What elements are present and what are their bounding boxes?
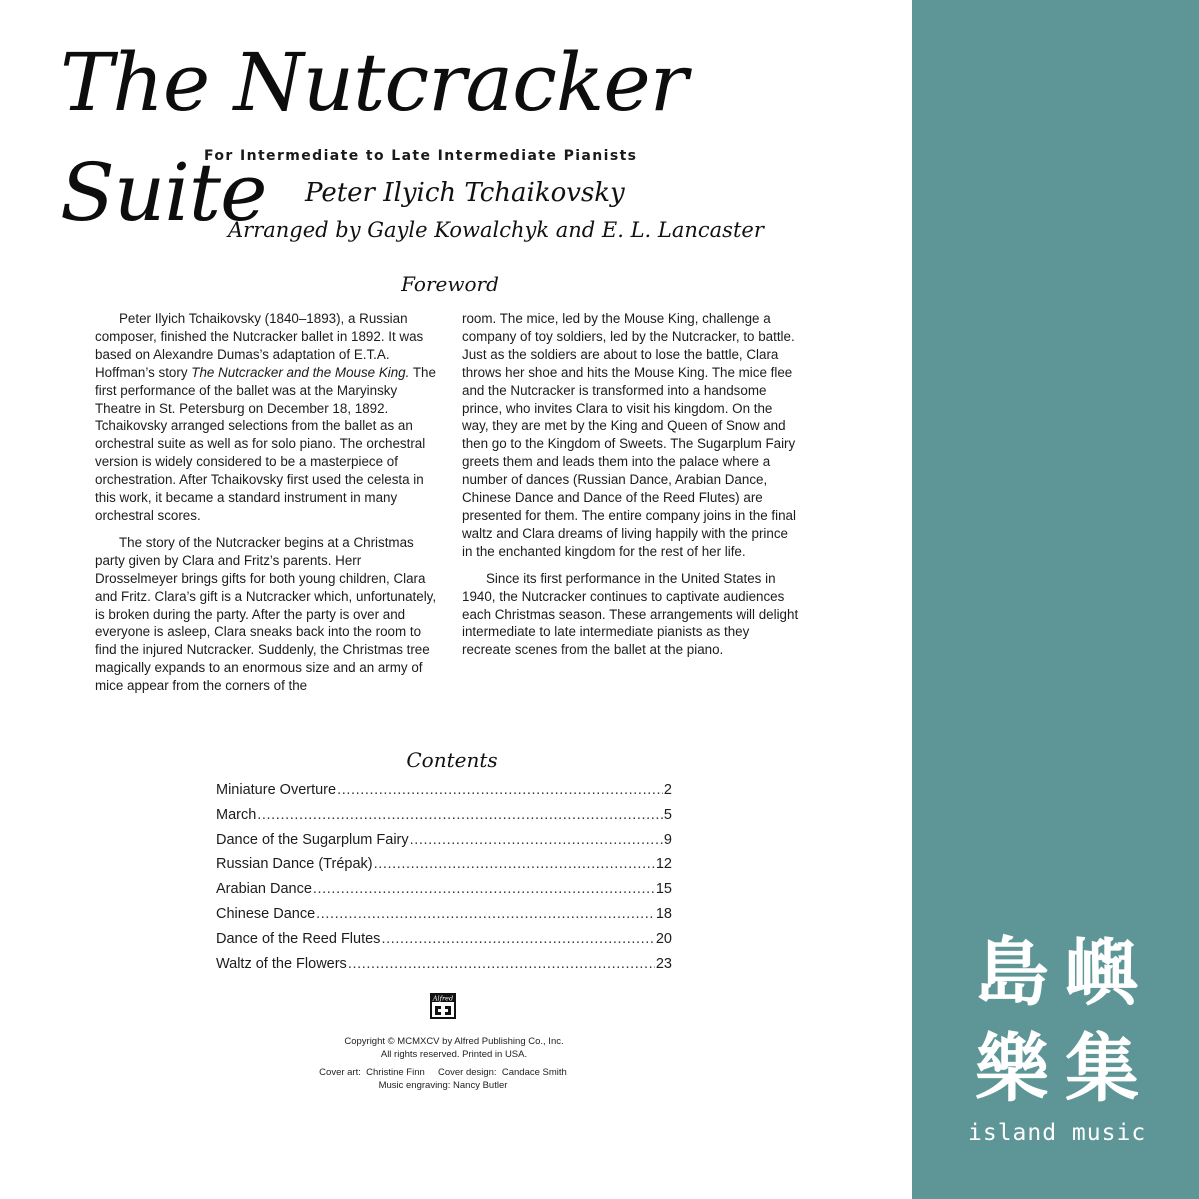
toc-dot-leader [348,956,655,972]
toc-title: March [216,806,257,823]
toc-title: Dance of the Sugarplum Fairy [216,831,409,848]
alfred-logo-icon [430,993,456,1019]
toc-row [216,956,672,981]
toc-dot-leader [374,856,655,872]
foreword-paragraph [95,310,440,525]
brand-logo-latin: island music [968,1120,1147,1146]
foreword-text: The first performance of the ballet was at the Maryinsky Theatre in St. Petersburg on December 18, 1892. Tchaikovsky arranged selections from the ballet as an orchestral suite as well as for solo piano. The orchestral version is widely considered to be a masterpiece of orchestration. After Tchaikovsky first used the celesta in this work, it became a standard instrument in many orchestral scores. [95,364,436,523]
toc-page-number: 9 [663,831,672,848]
logo-text: Alfred [432,994,454,1003]
copyright-line: Copyright © MCMXCV by Alfred Publishing Co., Inc. [344,1036,564,1047]
cover-credits: Cover art: Christine Finn Cover design: Candace Smith [319,1067,567,1078]
foreword-column-right [462,310,802,659]
foreword-paragraph: The story of the Nutcracker begins at a Christmas party given by Clara and Fritz’s parents. Herr Drosselmeyer brings gifts for both young children, Clara and Fritz. Clara’s gift is a Nutcracker which, unfortunately, is broken during the party. After the party is over and everyone is asleep, Clara sneaks back into the room to find the injured Nutcracker. Suddenly, the Christmas tree magically expands to an enormous size and an army of mice appear from the corners of the [95,534,437,694]
toc-title: Miniature Overture [216,782,337,798]
toc-row [216,856,672,881]
toc-title: Russian Dance (Trépak) [216,856,373,873]
foreword-column-left [95,310,440,695]
foreword-paragraph: room. The mice, led by the Mouse King, challenge a company of toy soldiers, led by the Nutcracker, to battle. Just as the soldiers are about to lose the battle, Clara throws her shoe and hits the Mouse King. The mice flee and the Nutcracker is transformed into a handsome prince, who invites Clara to visit his kingdom. On the way, they are met by the King and Queen of Snow and then go to the Kingdom of Sweets. The Sugarplum Fairy greets them and leads them into the palace where a number of dances (Russian Dance, Arabian Dance, Chinese Dance and Dance of the Reed Flutes) are presented for them. The entire company joins in the final waltz and Clara dreams of living happily with the prince in the enchanted kingdom for the rest of her life. [462,311,796,559]
toc-page-number: 18 [655,905,672,922]
toc-title: Waltz of the Flowers [216,955,347,972]
toc-dot-leader [257,807,663,823]
brand-char: 島 [975,930,1049,1016]
engraving-credit: Music engraving: Nancy Butler [378,1080,508,1091]
toc-title: Arabian Dance [216,881,312,898]
toc-row [216,881,672,906]
toc-row [216,782,672,807]
toc-page-number: 2 [663,782,672,798]
contents-heading: Contents [406,748,498,772]
composer-name: Peter Ilyich Tchaikovsky [305,178,625,208]
page-title: The Nutcracker Suite [60,36,687,239]
brand-char: 樂 [975,1026,1049,1112]
toc-page-number: 23 [655,955,672,972]
toc-title: Chinese Dance [216,905,316,922]
foreword-text: Peter Ilyich Tchaikovsky (1840–1893), a Russian composer, finished the Nutcracker ballet in 1892. It was based on Alexandre Dumas’s adaptation of E.T.A. Hoffman’s story [95,311,424,380]
toc-title: Dance of the Reed Flutes [216,930,381,947]
toc-dot-leader [316,906,655,922]
toc-row [216,931,672,956]
table-of-contents [216,782,672,980]
brand-char: 集 [1065,1026,1139,1112]
toc-dot-leader [313,881,655,897]
toc-page-number: 12 [655,856,672,873]
toc-row [216,807,672,832]
brand-char: 嶼 [1065,930,1139,1016]
arranger-credit: Arranged by Gayle Kowalchyk and E. L. Lancaster [228,218,764,242]
toc-page-number: 20 [655,930,672,947]
toc-dot-leader [337,782,663,798]
subtitle: For Intermediate to Late Intermediate Pianists [204,148,638,164]
toc-row [216,906,672,931]
toc-row [216,832,672,857]
toc-dot-leader [410,832,663,848]
rights-line: All rights reserved. Printed in USA. [380,1049,528,1060]
toc-dot-leader [381,931,654,947]
toc-page-number: 15 [655,881,672,898]
toc-page-number: 5 [663,806,672,823]
story-title-italic: The Nutcracker and the Mouse King. [191,364,410,380]
foreword-paragraph: Since its first performance in the United States in 1940, the Nutcracker continues to captivate audiences each Christmas season. These arrangements will delight intermediate to late intermediate pianists as they recreate scenes from the ballet at the piano. [462,570,799,658]
brand-logo-chinese [967,928,1147,1114]
foreword-heading: Foreword [401,272,499,296]
